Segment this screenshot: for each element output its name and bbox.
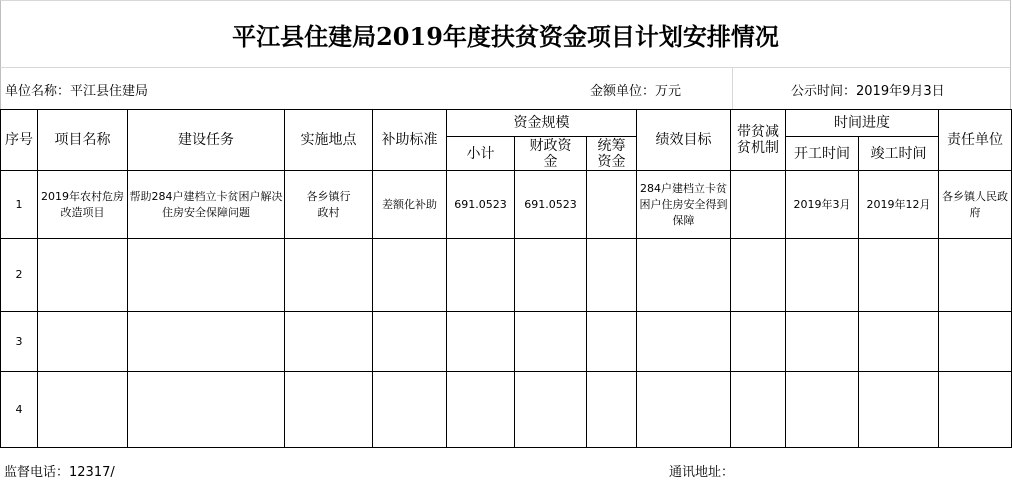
cell-end-time xyxy=(859,239,939,312)
cell-start-time xyxy=(786,372,859,448)
cell-subsidy xyxy=(373,312,447,372)
info-divider xyxy=(732,68,733,109)
cell-coordinated-fund xyxy=(587,171,637,239)
cell-subsidy: 差额化补助 xyxy=(373,171,447,239)
info-row xyxy=(0,67,1011,109)
cell-poverty-mechanism xyxy=(731,372,786,448)
cell-poverty-mechanism xyxy=(731,239,786,312)
cell-start-time xyxy=(786,312,859,372)
table-row xyxy=(1,312,1012,372)
cell-fiscal-fund: 691.0523 xyxy=(515,171,587,239)
header-subtotal: 小计 xyxy=(447,137,515,171)
table-row xyxy=(1,171,1012,239)
cell-coordinated-fund xyxy=(587,312,637,372)
header-schedule: 时间进度 xyxy=(786,110,939,137)
header-project-name: 项目名称 xyxy=(38,110,128,171)
header-poverty-mechanism: 带贫减贫机制 xyxy=(731,110,786,171)
cell-poverty-mechanism xyxy=(731,171,786,239)
cell-seq: 1 xyxy=(1,171,38,239)
table-row xyxy=(1,239,1012,312)
cell-location xyxy=(285,239,373,312)
cell-subtotal: 691.0523 xyxy=(447,171,515,239)
cell-performance xyxy=(637,372,731,448)
cell-responsible xyxy=(939,372,1012,448)
header-seq: 序号 xyxy=(1,110,38,171)
cell-subtotal xyxy=(447,312,515,372)
amount-unit: 金额单位：万元 xyxy=(590,84,682,99)
cell-coordinated-fund xyxy=(587,372,637,448)
cell-location xyxy=(285,372,373,448)
page-title: 平江县住建局2019年度扶贫资金项目计划安排情况 xyxy=(232,21,779,51)
cell-end-time xyxy=(859,312,939,372)
header-subsidy: 补助标准 xyxy=(373,110,447,171)
header-start-time: 开工时间 xyxy=(786,137,859,171)
header-fiscal-fund: 财政资金 xyxy=(515,137,587,171)
cell-subtotal xyxy=(447,239,515,312)
cell-project-name: 2019年农村危房改造项目 xyxy=(38,171,128,239)
header-end-time: 竣工时间 xyxy=(859,137,939,171)
cell-end-time: 2019年12月 xyxy=(859,171,939,239)
header-performance: 绩效目标 xyxy=(637,110,731,171)
cell-fiscal-fund xyxy=(515,239,587,312)
cell-location: 各乡镇行政村 xyxy=(285,171,373,239)
cell-start-time xyxy=(786,239,859,312)
cell-responsible xyxy=(939,312,1012,372)
cell-task xyxy=(128,312,285,372)
cell-coordinated-fund xyxy=(587,239,637,312)
header-task: 建设任务 xyxy=(128,110,285,171)
cell-task: 帮助284户建档立卡贫困户解决住房安全保障问题 xyxy=(128,171,285,239)
header-location: 实施地点 xyxy=(285,110,373,171)
cell-seq: 2 xyxy=(1,239,38,312)
cell-end-time xyxy=(859,372,939,448)
supervision-phone: 监督电话：12317/ xyxy=(4,465,115,480)
mailing-address: 通讯地址： xyxy=(669,465,735,480)
cell-fiscal-fund xyxy=(515,312,587,372)
cell-subsidy xyxy=(373,239,447,312)
table-row xyxy=(1,372,1012,448)
cell-fiscal-fund xyxy=(515,372,587,448)
header-fund-scale: 资金规模 xyxy=(447,110,637,137)
cell-start-time: 2019年3月 xyxy=(786,171,859,239)
cell-project-name xyxy=(38,239,128,312)
cell-task xyxy=(128,372,285,448)
title-row xyxy=(0,0,1011,67)
cell-seq: 3 xyxy=(1,312,38,372)
project-table xyxy=(0,109,1012,448)
cell-responsible: 各乡镇人民政府 xyxy=(939,171,1012,239)
cell-subsidy xyxy=(373,372,447,448)
cell-task xyxy=(128,239,285,312)
cell-performance xyxy=(637,312,731,372)
cell-project-name xyxy=(38,312,128,372)
cell-seq: 4 xyxy=(1,372,38,448)
cell-project-name xyxy=(38,372,128,448)
cell-responsible xyxy=(939,239,1012,312)
cell-performance xyxy=(637,239,731,312)
header-responsible: 责任单位 xyxy=(939,110,1012,171)
publish-time: 公示时间：2019年9月3日 xyxy=(791,84,945,99)
cell-subtotal xyxy=(447,372,515,448)
cell-performance: 284户建档立卡贫困户住房安全得到保障 xyxy=(637,171,731,239)
header-coordinated-fund: 统筹资金 xyxy=(587,137,637,171)
cell-poverty-mechanism xyxy=(731,312,786,372)
cell-location xyxy=(285,312,373,372)
unit-name: 单位名称：平江县住建局 xyxy=(5,84,149,99)
